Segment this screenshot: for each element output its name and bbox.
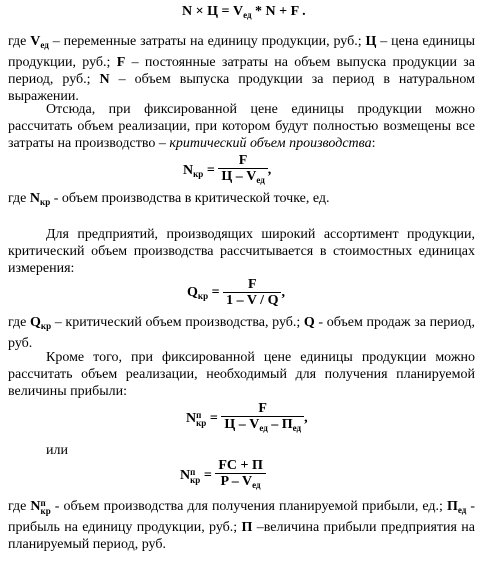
planned-volume-definitions: где N п кр - объем производства для получения планируемой прибыли, ед.; $П_{ед}$ - прибыль на единицу продукции, руб.; П –величина прибыли предприятия на планируемый период, руб. [8, 498, 475, 552]
definitions-paragraph: где $V_{ед}$ – переменные затраты на единицу продукции, руб.; Ц – цена единицы продукции, руб.; F – постоянные затраты на объем выпуска продукции за период, руб.; N – объем выпуска продукции за период в натуральном выражении. [8, 34, 476, 104]
formula-critical-volume-value: $Q_{кр}$ = $\frac{F}{1 - V / Q}$ , [187, 277, 285, 308]
planned-profit-intro: Кроме того, при фиксированной цене единицы продукции можно рассчитать объем реализации, необходимый для получения планируемой величины прибыли: [8, 350, 475, 399]
formula-critical-volume-units: $N_{кр}$ = F Ц – $V_{ед}$ , [183, 153, 271, 188]
multi-product-intro: Для предприятий, производящих широкий ассортимент продукции, критический объем производства рассчитывается в стоимостных единицах измерения: [8, 227, 475, 276]
nkr-definition: где $N_{кр}$ - объем производства в критической точке, ед. [8, 191, 330, 207]
formula-planned-volume-1: N п кр = F Ц – $V_{ед} - П_{ед}$ , [186, 401, 308, 436]
qkr-definition: где $Q_{кр}$ – критический объем производства, руб.; Q - объем продаж за период, руб. [8, 315, 475, 351]
or-label: или [46, 443, 68, 458]
formula-total-cost: $N \times Ц = V_{ед} * N + F$ . [182, 4, 306, 20]
critical-volume-intro: Отсюда, при фиксированной цене единицы продукции можно рассчитать объем реализации, при котором будут полностью возмещены все затраты на производство – критический объем производства: [8, 102, 475, 151]
formula-planned-volume-2: N п кр = FC + П P – $V_{ед}$ [180, 458, 266, 493]
